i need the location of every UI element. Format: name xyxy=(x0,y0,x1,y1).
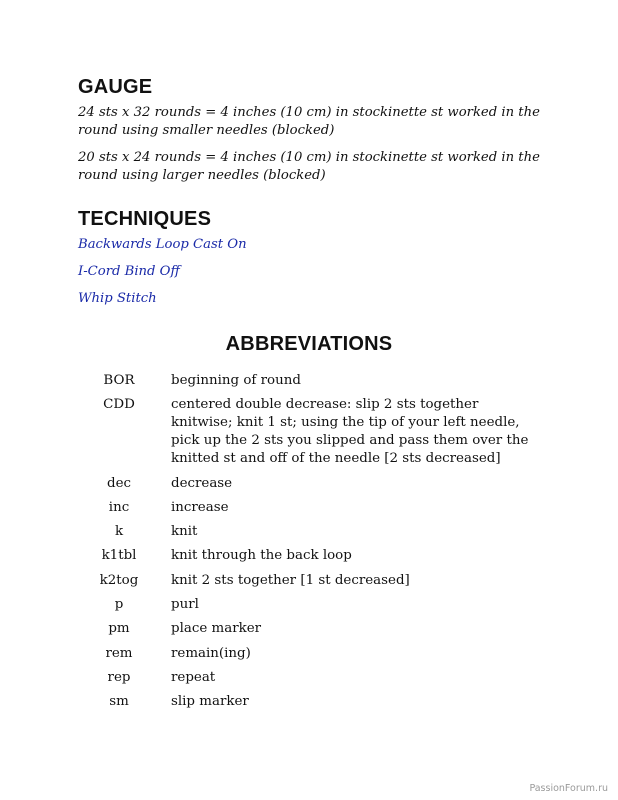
abbreviation-term: inc xyxy=(108,500,130,515)
abbreviation-term: CDD xyxy=(103,397,135,412)
abbreviation-definition: knit 2 sts together [1 st decreased] xyxy=(171,573,410,588)
abbreviation-definition: knit through the back loop xyxy=(171,548,352,563)
abbreviation-term: dec xyxy=(107,476,131,491)
technique-link-whip-stitch[interactable]: Whip Stitch xyxy=(78,291,157,306)
gauge-line-larger-needles: 20 sts x 24 rounds = 4 inches (10 cm) in stockinette st worked in the round using larger needles (blocked) xyxy=(78,150,540,183)
abbreviation-definition: slip marker xyxy=(171,694,249,709)
abbreviation-term: k xyxy=(114,524,124,539)
technique-link-i-cord-bind-off[interactable]: I-Cord Bind Off xyxy=(78,264,180,279)
gauge-line-smaller-needles: 24 sts x 32 rounds = 4 inches (10 cm) in stockinette st worked in the round using smaller needles (blocked) xyxy=(78,105,540,138)
watermark-text: PassionForum.ru xyxy=(529,783,608,794)
abbreviation-definition: beginning of round xyxy=(171,373,301,388)
abbreviation-definition: increase xyxy=(171,500,229,515)
abbreviation-term: BOR xyxy=(103,373,135,388)
techniques-heading: TECHNIQUES xyxy=(78,208,212,230)
technique-link-backwards-loop-cast-on[interactable]: Backwards Loop Cast On xyxy=(78,237,247,252)
abbreviation-term: rem xyxy=(105,646,133,661)
abbreviation-term: pm xyxy=(108,621,130,636)
abbreviation-definition: knit xyxy=(171,524,198,539)
abbreviation-definition: purl xyxy=(171,597,199,612)
abbreviation-definition: decrease xyxy=(171,476,233,491)
abbreviation-definition: repeat xyxy=(171,670,216,685)
abbreviation-definition: centered double decrease: slip 2 sts together knitwise; knit 1 st; using the tip of your left needle, pick up the 2 sts you slipped and pass them over the knitted st and off of the needle [2 sts decreased] xyxy=(171,397,529,466)
abbreviation-term: p xyxy=(114,597,124,612)
abbreviations-heading: ABBREVIATIONS xyxy=(225,333,393,355)
abbreviation-term: k1tbl xyxy=(101,548,137,563)
abbreviation-definition: remain(ing) xyxy=(171,646,251,661)
abbreviation-term: k2tog xyxy=(99,573,139,588)
abbreviation-term: sm xyxy=(109,694,129,709)
gauge-heading: GAUGE xyxy=(78,76,153,98)
abbreviation-term: rep xyxy=(107,670,131,685)
abbreviation-definition: place marker xyxy=(171,621,262,636)
